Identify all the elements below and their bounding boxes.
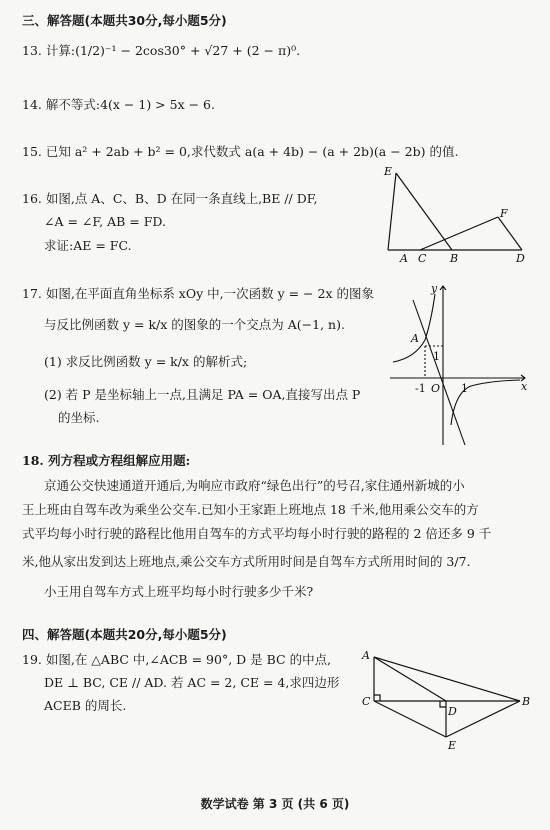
question-17-part-2a: (2) 若 P 是坐标轴上一点,且满足 PA = OA,直接写出点 P — [44, 387, 361, 402]
question-14: 14. 解不等式:4(x − 1) > 5x − 6. — [22, 97, 215, 112]
q17-figure — [385, 280, 535, 450]
section-3-title: 三、解答题(本题共30分,每小题5分) — [22, 13, 227, 28]
question-18-line-1: 京通公交快速通道开通后,为响应市政府“绿色出行”的号召,家住通州新城的小 — [44, 478, 465, 493]
q17-label-y: y — [431, 282, 438, 295]
q16-figure — [380, 165, 540, 270]
q19-segment-ab — [374, 657, 520, 701]
question-17-part-2b: 的坐标. — [58, 410, 100, 425]
question-18-line-3: 式平均每小时行驶的路程比他用自驾车的方式平均每小时行驶的路程的 2 倍还多 9 千 — [22, 526, 492, 541]
q17-line-y-neg2x — [413, 300, 465, 445]
q16-label-b: B — [450, 252, 459, 265]
question-15: 15. 已知 a² + 2ab + b² = 0,求代数式 a(a + 4b) − (a + 2b)(a − 2b) 的值. — [22, 144, 459, 159]
q19-label-c: C — [362, 695, 371, 708]
q17-label-one-x: 1 — [461, 382, 468, 395]
question-16-line-3: 求证:AE = FC. — [44, 238, 132, 253]
question-18-line-2: 王上班由自驾车改为乘坐公交车.已知小王家距上班地点 18 千米,他用乘公交车的方 — [22, 502, 479, 517]
question-18-title: 18. 列方程或方程组解应用题: — [22, 453, 191, 468]
q19-label-d: D — [448, 705, 457, 718]
page-footer: 数学试卷 第 3 页 (共 6 页) — [200, 797, 350, 811]
question-17-part-1: (1) 求反比例函数 y = k/x 的解析式; — [44, 354, 248, 369]
q19-right-angle-c — [374, 695, 380, 701]
question-17-line-1: 17. 如图,在平面直角坐标系 xOy 中,一次函数 y = − 2x 的图象 — [22, 286, 374, 301]
q19-right-angle-d — [440, 701, 446, 707]
q16-segment-eb — [396, 173, 452, 250]
q19-label-a: A — [362, 649, 370, 662]
q19-label-b: B — [522, 695, 531, 708]
q16-label-e: E — [384, 165, 393, 178]
question-18-line-5: 小王用自驾车方式上班平均每小时行驶多少千米? — [44, 584, 314, 599]
question-17-line-2: 与反比例函数 y = k/x 的图象的一个交点为 A(−1, n). — [44, 317, 345, 332]
q19-figure — [360, 645, 540, 755]
q19-segment-eb — [446, 701, 520, 737]
q16-label-d: D — [516, 252, 525, 265]
question-16-line-1: 16. 如图,点 A、C、B、D 在同一条直线上,BE // DF, — [22, 191, 318, 206]
q16-segment-ae — [388, 173, 396, 250]
q17-label-x: x — [521, 380, 528, 393]
q19-label-e: E — [448, 739, 457, 752]
q17-label-o: O — [431, 382, 441, 395]
question-13: 13. 计算:(1/2)⁻¹ − 2cos30° + √27 + (2 − π)⁰. — [22, 43, 301, 58]
question-18-line-4: 米,他从家出发到达上班地点,乘公交车方式所用时间是自驾车方式所用时间的 3/7. — [22, 554, 471, 569]
q17-label-one-y: 1 — [433, 350, 440, 363]
q16-label-f: F — [500, 207, 508, 220]
q17-label-a: A — [411, 332, 419, 345]
question-16-line-2: ∠A = ∠F, AB = FD. — [44, 214, 166, 229]
q19-segment-ad — [374, 657, 446, 701]
q16-label-c: C — [418, 252, 427, 265]
q19-segment-ce — [374, 701, 446, 737]
q16-segment-fd — [498, 217, 522, 250]
question-19-line-2: DE ⊥ BC, CE // AD. 若 AC = 2, CE = 4,求四边形 — [44, 675, 340, 690]
section-4-title: 四、解答题(本题共20分,每小题5分) — [22, 627, 227, 642]
question-19-line-3: ACEB 的周长. — [44, 698, 127, 713]
question-19-line-1: 19. 如图,在 △ABC 中,∠ACB = 90°, D 是 BC 的中点, — [22, 652, 332, 667]
q17-label-neg-one: -1 — [415, 382, 426, 395]
q16-label-a: A — [400, 252, 408, 265]
